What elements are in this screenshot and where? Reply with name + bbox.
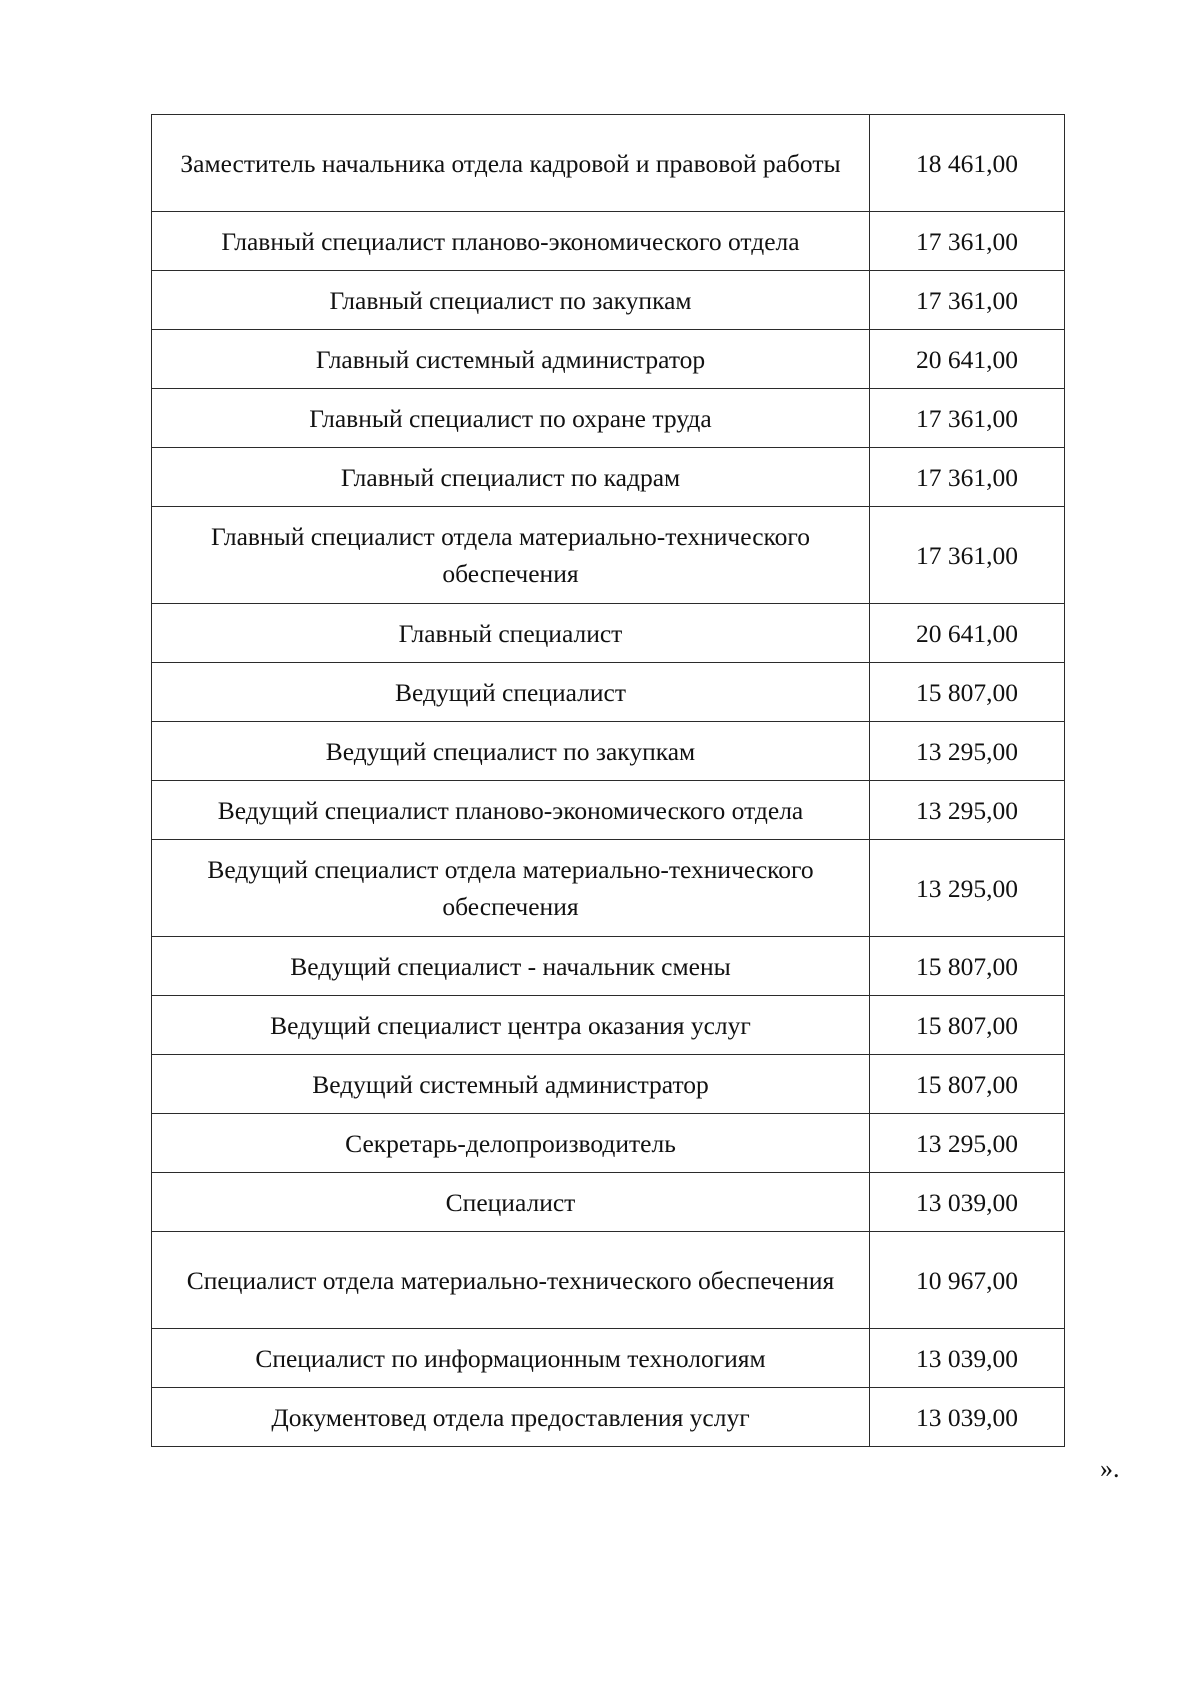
position-cell: Главный специалист по закупкам (152, 271, 870, 330)
table-row (152, 840, 1065, 937)
salary-cell: 18 461,00 (870, 115, 1065, 212)
table-row (152, 996, 1065, 1055)
position-cell: Ведущий специалист центра оказания услуг (152, 996, 870, 1055)
table-row (152, 937, 1065, 996)
table-row (152, 507, 1065, 604)
salary-cell: 15 807,00 (870, 937, 1065, 996)
salary-cell: 15 807,00 (870, 1055, 1065, 1114)
position-cell: Ведущий специалист по закупкам (152, 722, 870, 781)
table-row (152, 604, 1065, 663)
position-cell: Главный специалист по кадрам (152, 448, 870, 507)
salary-cell: 13 295,00 (870, 840, 1065, 937)
table-row (152, 389, 1065, 448)
position-cell: Главный специалист по охране труда (152, 389, 870, 448)
table-row (152, 1232, 1065, 1329)
position-cell: Главный специалист (152, 604, 870, 663)
salary-table-body (152, 115, 1065, 1447)
table-row (152, 1114, 1065, 1173)
closing-quote-mark: ». (1100, 1454, 1120, 1483)
position-cell: Ведущий специалист (152, 663, 870, 722)
salary-cell: 17 361,00 (870, 271, 1065, 330)
salary-cell: 13 295,00 (870, 1114, 1065, 1173)
table-row (152, 722, 1065, 781)
position-cell: Документовед отдела предоставления услуг (152, 1388, 870, 1447)
salary-cell: 17 361,00 (870, 212, 1065, 271)
table-row (152, 330, 1065, 389)
position-cell: Ведущий специалист планово-экономического отдела (152, 781, 870, 840)
table-row (152, 1173, 1065, 1232)
salary-cell: 17 361,00 (870, 389, 1065, 448)
table-row (152, 663, 1065, 722)
table-row (152, 1388, 1065, 1447)
position-cell: Ведущий специалист - начальник смены (152, 937, 870, 996)
table-row (152, 115, 1065, 212)
salary-cell: 10 967,00 (870, 1232, 1065, 1329)
position-cell: Главный системный администратор (152, 330, 870, 389)
position-cell: Главный специалист планово-экономического отдела (152, 212, 870, 271)
salary-cell: 20 641,00 (870, 330, 1065, 389)
salary-cell: 17 361,00 (870, 448, 1065, 507)
salary-table (151, 114, 1065, 1447)
position-cell: Главный специалист отдела материально-технического обеспечения (152, 507, 870, 604)
salary-cell: 13 039,00 (870, 1329, 1065, 1388)
position-cell: Специалист отдела материально-технического обеспечения (152, 1232, 870, 1329)
salary-cell: 13 039,00 (870, 1173, 1065, 1232)
salary-cell: 20 641,00 (870, 604, 1065, 663)
salary-cell: 13 295,00 (870, 722, 1065, 781)
table-row (152, 212, 1065, 271)
table-row (152, 1055, 1065, 1114)
salary-cell: 15 807,00 (870, 663, 1065, 722)
position-cell: Заместитель начальника отдела кадровой и правовой работы (152, 115, 870, 212)
salary-cell: 15 807,00 (870, 996, 1065, 1055)
salary-cell: 13 039,00 (870, 1388, 1065, 1447)
position-cell: Специалист по информационным технологиям (152, 1329, 870, 1388)
position-cell: Ведущий системный администратор (152, 1055, 870, 1114)
position-cell: Секретарь-делопроизводитель (152, 1114, 870, 1173)
position-cell: Ведущий специалист отдела материально-технического обеспечения (152, 840, 870, 937)
table-row (152, 781, 1065, 840)
salary-cell: 17 361,00 (870, 507, 1065, 604)
table-row (152, 1329, 1065, 1388)
salary-cell: 13 295,00 (870, 781, 1065, 840)
position-cell: Специалист (152, 1173, 870, 1232)
table-row (152, 271, 1065, 330)
table-row (152, 448, 1065, 507)
